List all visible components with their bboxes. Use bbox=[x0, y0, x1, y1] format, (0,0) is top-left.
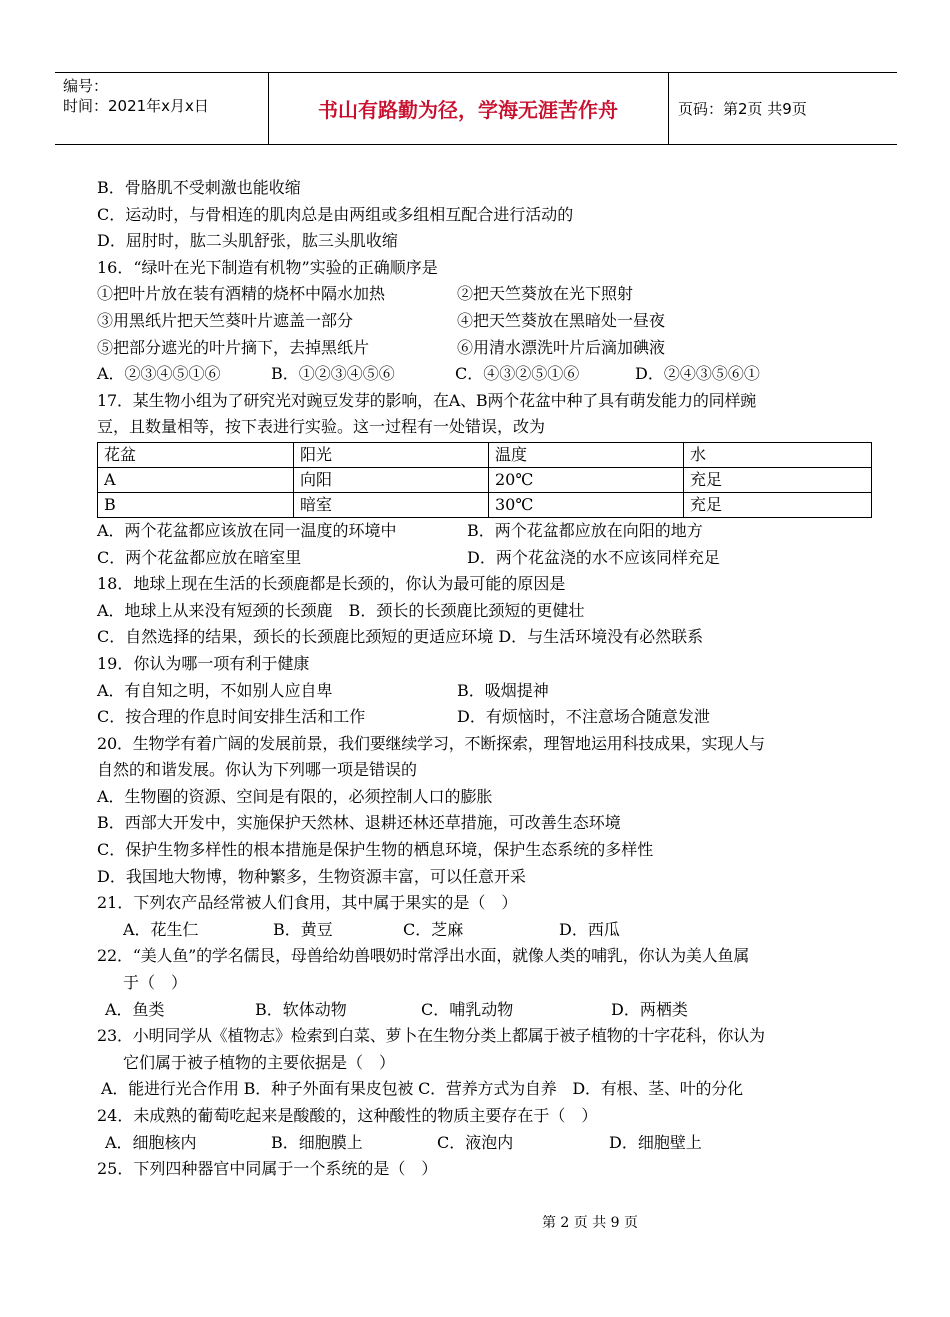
question-21-title: 21．下列农产品经常被人们食用，其中属于果实的是（ ） bbox=[97, 893, 518, 913]
experiment-table bbox=[97, 442, 872, 518]
option-line: D．屈肘时，肱二头肌舒张，肱三头肌收缩 bbox=[97, 231, 398, 251]
q16-option: B．①②③④⑤⑥ bbox=[271, 364, 395, 384]
question-25-title: 25．下列四种器官中同属于一个系统的是（ ） bbox=[97, 1159, 438, 1179]
table-cell: B bbox=[98, 492, 294, 517]
table-header-cell: 阳光 bbox=[294, 442, 489, 467]
q19-option: D．有烦恼时，不注意场合随意发泄 bbox=[457, 707, 710, 727]
q17-option: C．两个花盆都应放在暗室里 bbox=[97, 547, 302, 567]
table-header-cell: 水 bbox=[684, 442, 872, 467]
q18-options: A．地球上从来没有短颈的长颈鹿 B．颈长的长颈鹿比颈短的更健壮 bbox=[97, 600, 585, 620]
q20-option: D．我国地大物博，物种繁多，生物资源丰富，可以任意开采 bbox=[97, 866, 526, 886]
table-cell: 30℃ bbox=[489, 492, 684, 517]
question-24-title: 24．未成熟的葡萄吃起来是酸酸的，这种酸性的物质主要存在于（ ） bbox=[97, 1106, 598, 1125]
table-row bbox=[98, 492, 872, 517]
q16-step-row bbox=[97, 335, 887, 362]
header-page-code: 页码：第2页 共9页 bbox=[678, 100, 807, 118]
time-label: 时间：2021年x月x日 bbox=[63, 97, 209, 115]
q16-step-row bbox=[97, 308, 887, 335]
table-cell: 充足 bbox=[684, 492, 872, 517]
question-17-title: 17．某生物小组为了研究光对豌豆发芽的影响，在A、B两个花盆中种了具有萌发能力的同样豌 bbox=[97, 390, 757, 410]
q16-option: C．④③②⑤①⑥ bbox=[455, 364, 580, 384]
q21-option: A．花生仁 bbox=[123, 919, 199, 939]
q16-step: ④把天竺葵放在黑暗处一昼夜 bbox=[457, 310, 666, 330]
option-line: C．运动时，与骨相连的肌肉总是由两组或多组相互配合进行活动的 bbox=[97, 204, 574, 224]
q20-option: A．生物圈的资源、空间是有限的，必须控制人口的膨胀 bbox=[97, 786, 493, 806]
header-motto: 书山有路勤为径，学海无涯苦作舟 bbox=[318, 98, 618, 122]
q16-step-row bbox=[97, 281, 887, 308]
question-20-title-cont: 自然的和谐发展。你认为下列哪一项是错误的 bbox=[97, 760, 418, 780]
number-label: 编号： bbox=[63, 77, 109, 95]
q16-step: ③用黑纸片把天竺葵叶片遮盖一部分 bbox=[97, 310, 354, 330]
q17-option: A．两个花盆都应该放在同一温度的环境中 bbox=[97, 520, 397, 540]
question-19-title: 19．你认为哪一项有利于健康 bbox=[97, 653, 310, 673]
q17-option: D．两个花盆浇的水不应该同样充足 bbox=[467, 547, 720, 567]
q18-options: C．自然选择的结果，颈长的长颈鹿比颈短的更适应环境 D．与生活环境没有必然联系 bbox=[97, 627, 704, 647]
table-cell: 充足 bbox=[684, 467, 872, 492]
q20-option: B．西部大开发中，实施保护天然林、退耕还林还草措施，可改善生态环境 bbox=[97, 813, 621, 833]
q17-options-row bbox=[97, 518, 887, 545]
table-cell: 20℃ bbox=[489, 467, 684, 492]
q22-options bbox=[97, 997, 887, 1024]
q22-option: C．哺乳动物 bbox=[421, 999, 514, 1019]
q16-step: ①把叶片放在装有酒精的烧杯中隔水加热 bbox=[97, 284, 386, 304]
q16-option: A．②③④⑤①⑥ bbox=[97, 364, 221, 384]
question-16-title: 16．“绿叶在光下制造有机物”实验的正确顺序是 bbox=[97, 257, 438, 277]
q19-options-row bbox=[97, 704, 887, 731]
q24-option: D．细胞壁上 bbox=[609, 1132, 702, 1152]
q22-option: A．鱼类 bbox=[105, 999, 165, 1019]
question-23-title: 23．小明同学从《植物志》检索到白菜、萝卜在生物分类上都属于被子植物的十字花科，你认为 bbox=[97, 1026, 765, 1046]
q24-option: A．细胞核内 bbox=[105, 1132, 197, 1152]
q21-option: C．芝麻 bbox=[403, 919, 464, 939]
q19-options-row bbox=[97, 678, 887, 705]
q19-option: B．吸烟提神 bbox=[457, 680, 549, 700]
q21-option: D．西瓜 bbox=[559, 919, 620, 939]
option-line: B．骨胳肌不受刺激也能收缩 bbox=[97, 178, 301, 197]
q16-step: ②把天竺葵放在光下照射 bbox=[457, 284, 634, 304]
table-row bbox=[98, 467, 872, 492]
page-footer: 第 2 页 共 9 页 bbox=[541, 1215, 639, 1231]
q16-step: ⑥用清水漂洗叶片后滴加碘液 bbox=[457, 337, 666, 357]
page-header bbox=[55, 72, 897, 145]
q19-option: C．按合理的作息时间安排生活和工作 bbox=[97, 707, 366, 727]
q24-option: C．液泡内 bbox=[437, 1132, 514, 1152]
question-17-title-cont: 豆，且数量相等，按下表进行实验。这一过程有一处错误，改为 bbox=[97, 417, 546, 437]
q24-option: B．细胞膜上 bbox=[271, 1132, 363, 1152]
question-18-title: 18．地球上现在生活的长颈鹿都是长颈的，你认为最可能的原因是 bbox=[97, 574, 566, 594]
header-top-rule bbox=[55, 72, 897, 73]
q20-option: C．保护生物多样性的根本措施是保护生物的栖息环境，保护生态系统的多样性 bbox=[97, 840, 654, 860]
table-cell: 向阳 bbox=[294, 467, 489, 492]
table-cell: A bbox=[98, 467, 294, 492]
q17-options-row bbox=[97, 545, 887, 572]
q19-option: A．有自知之明，不如别人应自卑 bbox=[97, 680, 333, 700]
q22-option: B．软体动物 bbox=[255, 999, 347, 1019]
q17-option: B．两个花盆都应放在向阳的地方 bbox=[467, 520, 703, 540]
q21-option: B．黄豆 bbox=[273, 919, 333, 939]
q24-options bbox=[97, 1130, 887, 1157]
q16-option: D．②④③⑤⑥① bbox=[635, 364, 760, 384]
table-header-row bbox=[98, 442, 872, 467]
question-22-title-cont: 于（ ） bbox=[123, 973, 188, 993]
header-divider bbox=[668, 72, 669, 145]
document-body bbox=[97, 175, 887, 1183]
question-23-title-cont: 它们属于被子植物的主要依据是（ ） bbox=[123, 1052, 396, 1072]
question-20-title: 20．生物学有着广阔的发展前景，我们要继续学习，不断探索，理智地运用科技成果，实现人与 bbox=[97, 733, 765, 753]
header-bottom-rule bbox=[55, 144, 897, 145]
q16-step: ⑤把部分遮光的叶片摘下，去掉黑纸片 bbox=[97, 337, 370, 357]
table-cell: 暗室 bbox=[294, 492, 489, 517]
table-header-cell: 花盆 bbox=[98, 442, 294, 467]
q22-option: D．两栖类 bbox=[611, 999, 688, 1019]
q23-options: A．能进行光合作用 B．种子外面有果皮包被 C．营养方式为自养 D．有根、茎、叶的分化 bbox=[101, 1079, 743, 1099]
q21-options bbox=[97, 917, 887, 944]
header-meta bbox=[63, 76, 209, 116]
question-22-title: 22．“美人鱼”的学名儒艮，母兽给幼兽喂奶时常浮出水面，就像人类的哺乳，你认为美人鱼属 bbox=[97, 946, 750, 966]
q16-options bbox=[97, 361, 887, 388]
table-header-cell: 温度 bbox=[489, 442, 684, 467]
